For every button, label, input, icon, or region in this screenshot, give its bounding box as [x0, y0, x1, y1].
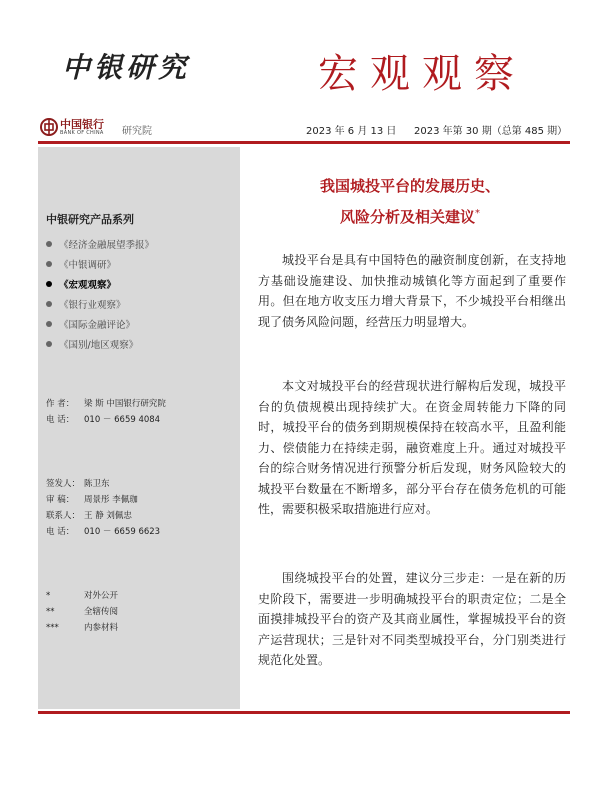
title-footnote-mark: *: [475, 208, 480, 219]
bank-of-china-logo-icon: [40, 118, 58, 136]
phone-label: 电 话：: [46, 415, 75, 425]
article-title-line-2: [250, 206, 570, 227]
security-label: 内参材料: [84, 623, 119, 633]
bullet-icon: [46, 241, 52, 247]
bullet-icon: [46, 321, 52, 327]
phone-value: 010 － 6659 4084: [84, 415, 161, 425]
security-mark: ***: [46, 623, 59, 633]
institute-label: 研究院: [122, 126, 152, 137]
paragraph-3: 围绕城投平台的处置，建议分三步走：一是在新的历史阶段下，需要进一步明确城投平台的职责定位；二是全面摸排城投平台的资产及其商业属性，掌握城投平台的资产运营现状；三是针对不同类型城投平台，分门别类进行规范化处置。: [258, 571, 566, 667]
author-label: 作 者：: [46, 399, 75, 409]
signer-value: 陈卫东: [84, 479, 110, 489]
series-item: 《国际金融评论》: [46, 314, 154, 334]
security-mark: **: [46, 607, 55, 617]
bank-name-en: BANK OF CHINA: [60, 130, 104, 136]
paragraph-1: 城投平台是具有中国特色的融资制度创新，在支持地方基础设施建设、加快推动城镇化等方面起到了重要作用。但在地方收支压力增大背景下，不少城投平台相继出现了债务风险问题，经营压力明显增大。: [258, 253, 566, 329]
signer-label: 签发人：: [46, 479, 81, 489]
series-item-current: 《宏观观察》: [46, 274, 154, 294]
author-value: 梁 斯 中国银行研究院: [84, 399, 166, 409]
bullet-icon: [46, 341, 52, 347]
bullet-icon: [46, 281, 52, 287]
publish-date: 2023 年 6 月 13 日: [306, 126, 397, 137]
contact-value: 王 静 刘佩忠: [84, 511, 132, 521]
reviewer-label: 审 稿：: [46, 495, 75, 505]
series-item: 《国别/地区观察》: [46, 334, 154, 354]
bank-name-cn: 中国银行: [60, 118, 104, 131]
top-divider: [38, 141, 570, 144]
security-mark: *: [46, 591, 51, 601]
report-series-title: 宏观观察: [318, 51, 526, 97]
security-label: 对外公开: [84, 591, 119, 601]
security-label: 全辖传阅: [84, 607, 119, 617]
article-title-line-1: 我国城投平台的发展历史、: [319, 177, 500, 195]
phone2-label: 电 话：: [46, 527, 75, 537]
editorial-block: [46, 476, 160, 540]
author-block: [46, 396, 166, 428]
article-title-text: 风险分析及相关建议: [339, 208, 475, 226]
series-item: 《经济金融展望季报》: [46, 234, 154, 254]
brand-script-logo: 中银研究: [62, 51, 191, 84]
phone2-value: 010 － 6659 6623: [84, 527, 161, 537]
security-legend: [46, 588, 118, 636]
reviewer-value: 周景彤 李佩珈: [84, 495, 138, 505]
series-list: [46, 234, 154, 354]
paragraph-2: 本文对城投平台的经营现状进行解构后发现，城投平台的负债规模出现持续扩大。在资金周转能力下降的同时，城投平台的债务到期规模保持在较高水平，且盈利能力、偿债能力在持续走弱，融资难度上升。通过对城投平台的综合财务情况进行预警分析后发现，财务风险较大的城投平台数量在不断增多，部分平台存在债务危机的可能性，需要积极采取措施进行应对。: [258, 379, 566, 516]
bullet-icon: [46, 261, 52, 267]
bullet-icon: [46, 301, 52, 307]
series-item: 《银行业观察》: [46, 294, 154, 314]
series-item: 《中银调研》: [46, 254, 154, 274]
bottom-divider: [38, 711, 570, 714]
issue-number: 2023 年第 30 期（总第 485 期）: [414, 126, 568, 137]
series-title: 中银研究产品系列: [46, 213, 134, 226]
contact-label: 联系人：: [46, 511, 81, 521]
